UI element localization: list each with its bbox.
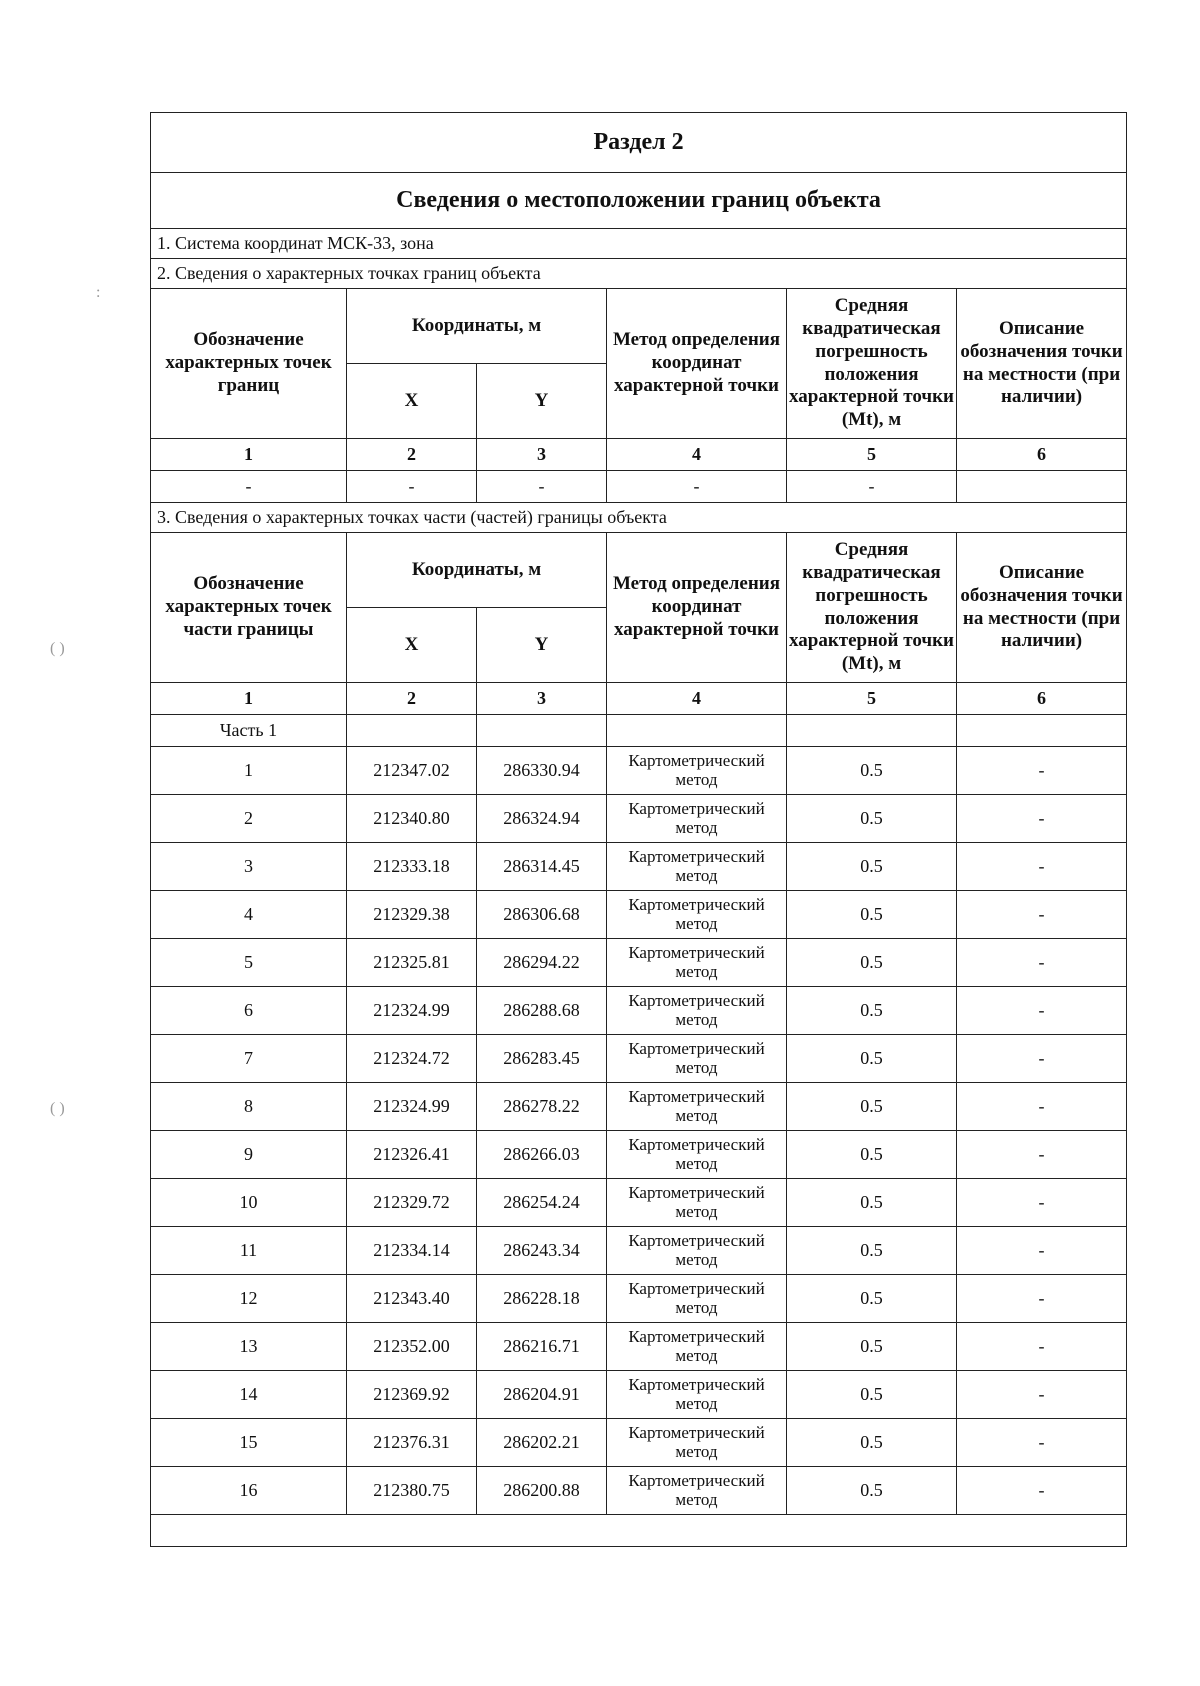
column-number: 3 — [477, 683, 607, 715]
point-number: 4 — [151, 891, 347, 939]
scan-mark: : — [96, 284, 101, 301]
column-number: 4 — [607, 683, 787, 715]
part2-title: 2. Сведения о характерных точках границ объекта — [151, 259, 1127, 289]
point-description: - — [957, 747, 1127, 795]
point-number: 10 — [151, 1179, 347, 1227]
table-row — [151, 1227, 1127, 1275]
point-description: - — [957, 1467, 1127, 1515]
part-label-row — [151, 715, 1127, 747]
point-description: - — [957, 1419, 1127, 1467]
point-method: Картометрический метод — [607, 1035, 787, 1083]
empty-cell: - — [151, 471, 347, 503]
point-y: 286324.94 — [477, 795, 607, 843]
point-error: 0.5 — [787, 1467, 957, 1515]
footer-cell — [151, 1515, 1127, 1547]
point-y: 286243.34 — [477, 1227, 607, 1275]
point-x: 212334.14 — [347, 1227, 477, 1275]
point-number: 1 — [151, 747, 347, 795]
column-number: 5 — [787, 439, 957, 471]
part3-title: 3. Сведения о характерных точках части (частей) границы объекта — [151, 503, 1127, 533]
point-method: Картометрический метод — [607, 1083, 787, 1131]
point-description: - — [957, 891, 1127, 939]
header-coordinates: Координаты, м — [347, 289, 607, 364]
point-x: 212324.72 — [347, 1035, 477, 1083]
point-y: 286278.22 — [477, 1083, 607, 1131]
point-method: Картометрический метод — [607, 891, 787, 939]
point-error: 0.5 — [787, 987, 957, 1035]
point-error: 0.5 — [787, 1275, 957, 1323]
point-method: Картометрический метод — [607, 1275, 787, 1323]
point-method: Картометрический метод — [607, 1323, 787, 1371]
point-y: 286314.45 — [477, 843, 607, 891]
point-method: Картометрический метод — [607, 1419, 787, 1467]
header-y: Y — [477, 364, 607, 439]
point-description: - — [957, 1323, 1127, 1371]
point-description: - — [957, 987, 1127, 1035]
point-y: 286204.91 — [477, 1371, 607, 1419]
point-number: 14 — [151, 1371, 347, 1419]
point-method: Картометрический метод — [607, 939, 787, 987]
header-designation-boundary: Обозначение характерных точек границ — [151, 289, 347, 439]
point-method: Картометрический метод — [607, 987, 787, 1035]
point-error: 0.5 — [787, 1179, 957, 1227]
point-method: Картометрический метод — [607, 843, 787, 891]
point-number: 12 — [151, 1275, 347, 1323]
point-number: 5 — [151, 939, 347, 987]
point-error: 0.5 — [787, 1035, 957, 1083]
column-number: 2 — [347, 683, 477, 715]
point-y: 286200.88 — [477, 1467, 607, 1515]
point-description: - — [957, 795, 1127, 843]
point-x: 212324.99 — [347, 1083, 477, 1131]
point-method: Картометрический метод — [607, 795, 787, 843]
point-x: 212333.18 — [347, 843, 477, 891]
point-error: 0.5 — [787, 1419, 957, 1467]
header-x: X — [347, 364, 477, 439]
table-row — [151, 1131, 1127, 1179]
empty-cell — [477, 715, 607, 747]
point-number: 9 — [151, 1131, 347, 1179]
header-x: X — [347, 608, 477, 683]
empty-cell — [957, 715, 1127, 747]
point-x: 212326.41 — [347, 1131, 477, 1179]
boundary-document-table — [150, 112, 1127, 1547]
point-x: 212324.99 — [347, 987, 477, 1035]
point-description: - — [957, 1179, 1127, 1227]
point-error: 0.5 — [787, 1083, 957, 1131]
point-y: 286254.24 — [477, 1179, 607, 1227]
point-y: 286330.94 — [477, 747, 607, 795]
point-number: 16 — [151, 1467, 347, 1515]
section-subtitle: Сведения о местоположении границ объекта — [151, 173, 1127, 229]
point-x: 212343.40 — [347, 1275, 477, 1323]
point-error: 0.5 — [787, 1371, 957, 1419]
header-designation-part: Обозначение характерных точек части границы — [151, 533, 347, 683]
point-x: 212352.00 — [347, 1323, 477, 1371]
part-label: Часть 1 — [151, 715, 347, 747]
point-error: 0.5 — [787, 891, 957, 939]
point-x: 212347.02 — [347, 747, 477, 795]
point-y: 286216.71 — [477, 1323, 607, 1371]
point-description: - — [957, 1275, 1127, 1323]
empty-cell — [787, 715, 957, 747]
point-description: - — [957, 1371, 1127, 1419]
footer-row — [151, 1515, 1127, 1547]
point-error: 0.5 — [787, 1323, 957, 1371]
point-number: 3 — [151, 843, 347, 891]
point-number: 13 — [151, 1323, 347, 1371]
point-error: 0.5 — [787, 843, 957, 891]
section-title: Раздел 2 — [151, 113, 1127, 173]
table-row — [151, 987, 1127, 1035]
header-method: Метод определения координат характерной точки — [607, 533, 787, 683]
coord-system-line: 1. Система координат МСК-33, зона — [151, 229, 1127, 259]
table-row — [151, 1083, 1127, 1131]
point-method: Картометрический метод — [607, 1131, 787, 1179]
point-description: - — [957, 843, 1127, 891]
table-row — [151, 1275, 1127, 1323]
point-x: 212329.38 — [347, 891, 477, 939]
table-row — [151, 939, 1127, 987]
point-method: Картометрический метод — [607, 1371, 787, 1419]
column-numbers-row — [151, 439, 1127, 471]
point-number: 2 — [151, 795, 347, 843]
column-number: 1 — [151, 683, 347, 715]
header-coordinates: Координаты, м — [347, 533, 607, 608]
table-row — [151, 1035, 1127, 1083]
table-row — [151, 747, 1127, 795]
column-number: 6 — [957, 439, 1127, 471]
column-numbers-row — [151, 683, 1127, 715]
empty-cell — [607, 715, 787, 747]
empty-cell: - — [477, 471, 607, 503]
point-method: Картометрический метод — [607, 1227, 787, 1275]
header-y: Y — [477, 608, 607, 683]
point-y: 286288.68 — [477, 987, 607, 1035]
point-x: 212329.72 — [347, 1179, 477, 1227]
point-description: - — [957, 1035, 1127, 1083]
point-description: - — [957, 1083, 1127, 1131]
scan-mark: ( ) — [50, 640, 65, 657]
point-x: 212369.92 — [347, 1371, 477, 1419]
table-row — [151, 891, 1127, 939]
point-error: 0.5 — [787, 1131, 957, 1179]
empty-cell — [957, 471, 1127, 503]
header-error: Средняя квадратическая погрешность положения характерной точки (Mt), м — [787, 289, 957, 439]
empty-points-row — [151, 471, 1127, 503]
point-x: 212340.80 — [347, 795, 477, 843]
point-error: 0.5 — [787, 747, 957, 795]
header-error: Средняя квадратическая погрешность положения характерной точки (Mt), м — [787, 533, 957, 683]
empty-cell — [347, 715, 477, 747]
point-error: 0.5 — [787, 795, 957, 843]
scan-mark: ( ) — [50, 1100, 65, 1117]
point-description: - — [957, 1131, 1127, 1179]
point-method: Картометрический метод — [607, 1467, 787, 1515]
point-y: 286306.68 — [477, 891, 607, 939]
empty-cell: - — [607, 471, 787, 503]
point-y: 286228.18 — [477, 1275, 607, 1323]
point-x: 212380.75 — [347, 1467, 477, 1515]
point-y: 286266.03 — [477, 1131, 607, 1179]
table-row — [151, 1323, 1127, 1371]
point-number: 8 — [151, 1083, 347, 1131]
column-number: 2 — [347, 439, 477, 471]
table-row — [151, 1467, 1127, 1515]
point-method: Картометрический метод — [607, 1179, 787, 1227]
header-method: Метод определения координат характерной точки — [607, 289, 787, 439]
column-number: 6 — [957, 683, 1127, 715]
column-number: 3 — [477, 439, 607, 471]
point-number: 11 — [151, 1227, 347, 1275]
table-row — [151, 1371, 1127, 1419]
header-description: Описание обозначения точки на местности (при наличии) — [957, 289, 1127, 439]
point-x: 212376.31 — [347, 1419, 477, 1467]
point-y: 286202.21 — [477, 1419, 607, 1467]
point-x: 212325.81 — [347, 939, 477, 987]
table-row — [151, 1179, 1127, 1227]
table-row — [151, 795, 1127, 843]
column-number: 5 — [787, 683, 957, 715]
point-error: 0.5 — [787, 1227, 957, 1275]
point-method: Картометрический метод — [607, 747, 787, 795]
table-row — [151, 843, 1127, 891]
point-number: 7 — [151, 1035, 347, 1083]
header-description: Описание обозначения точки на местности (при наличии) — [957, 533, 1127, 683]
point-y: 286294.22 — [477, 939, 607, 987]
empty-cell: - — [347, 471, 477, 503]
point-description: - — [957, 1227, 1127, 1275]
point-error: 0.5 — [787, 939, 957, 987]
column-number: 4 — [607, 439, 787, 471]
point-y: 286283.45 — [477, 1035, 607, 1083]
point-number: 15 — [151, 1419, 347, 1467]
point-number: 6 — [151, 987, 347, 1035]
column-number: 1 — [151, 439, 347, 471]
point-description: - — [957, 939, 1127, 987]
table-row — [151, 1419, 1127, 1467]
empty-cell: - — [787, 471, 957, 503]
